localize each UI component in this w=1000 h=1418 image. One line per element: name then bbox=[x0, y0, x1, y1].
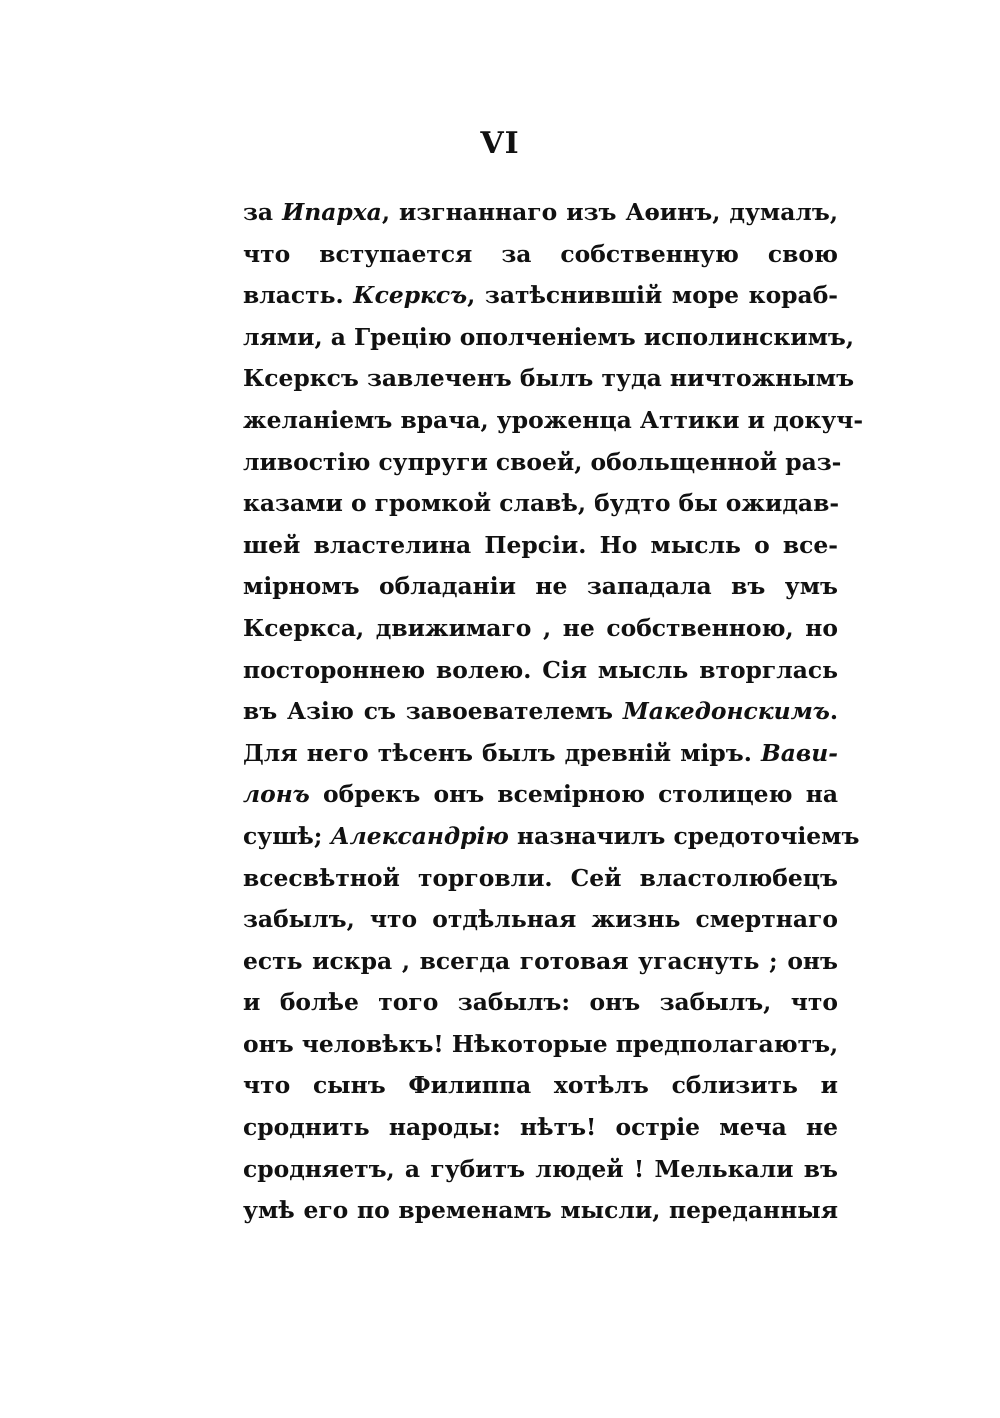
text-line: Ксерксъ завлеченъ былъ туда ничтожнымъ bbox=[243, 364, 855, 393]
text-line: онъ человѣкъ! Нѣкоторые предполагаютъ, bbox=[243, 1029, 839, 1058]
text-line: всесвѣтной торговли. Сей властолюбецъ bbox=[243, 863, 838, 892]
text-line: что сынъ Филиппа хотѣлъ сблизить и bbox=[243, 1071, 838, 1100]
text-line: сушѣ; Александрію назначилъ средоточіемъ bbox=[243, 821, 860, 850]
text-line: лями, а Грецію ополченіемъ исполинскимъ, bbox=[243, 322, 854, 351]
text-line: что вступается за собственную свою bbox=[243, 239, 838, 268]
page-number: VI bbox=[480, 126, 520, 161]
text-line: есть искра , всегда готовая угаснуть ; онъ bbox=[243, 946, 838, 975]
text-line: Ксеркса, движимаго , не собственною, но bbox=[243, 613, 838, 642]
text-line: власть. Ксерксъ, затѣснившій море кораб- bbox=[243, 281, 838, 310]
text-line: забылъ, что отдѣльная жизнь смертнаго bbox=[243, 905, 838, 934]
text-line: въ Азію съ завоевателемъ Македонскимъ. bbox=[243, 697, 838, 726]
text-line: сродняетъ, а губитъ людей ! Мелькали въ bbox=[243, 1154, 838, 1183]
text-line: лонъ обрекъ онъ всемірною столицею на bbox=[243, 780, 838, 809]
text-line: постороннею волею. Сія мысль вторглась bbox=[243, 655, 838, 684]
text-line: умѣ его по временамъ мысли, переданныя bbox=[243, 1196, 838, 1225]
text-line: Для него тѣсенъ былъ древній міръ. Вави- bbox=[243, 738, 838, 767]
text-line: и болѣе того забылъ: онъ забылъ, что bbox=[243, 988, 838, 1017]
text-line: ливостію супруги своей, обольщенной раз- bbox=[243, 447, 842, 476]
text-line: за Ипарха, изгнаннаго изъ Аѳинъ, думалъ, bbox=[243, 198, 838, 226]
text-line: шей властелина Персіи. Но мысль о все- bbox=[243, 530, 838, 559]
text-line: желаніемъ врача, уроженца Аттики и докуч- bbox=[243, 405, 864, 434]
body-text bbox=[243, 192, 864, 1232]
text-line: сроднить народы: нѣтъ! остріе меча не bbox=[243, 1113, 838, 1142]
text-line: мірномъ обладаніи не западала въ умъ bbox=[243, 572, 838, 601]
text-line: казами о громкой славѣ, будто бы ожидав- bbox=[243, 489, 840, 518]
